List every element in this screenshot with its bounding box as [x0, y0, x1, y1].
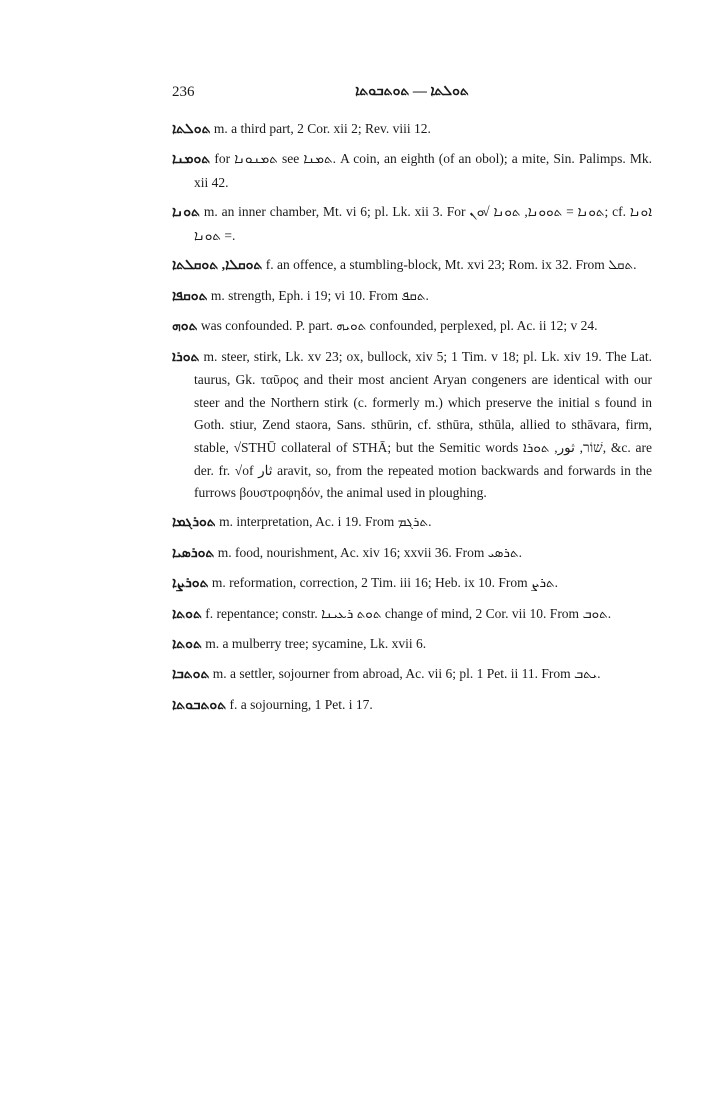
running-title: ܬܘܠܬܐ — ܬܘܬܒܘܬܐ [355, 84, 469, 99]
entry-text: m. steer, stirk, Lk. xv 23; ox, bullock, xiv 5; 1 Tim. v 18; pl. Lk. xiv 19. The Lat. taurus, Gk. ταῦρος and their most ancient Aryan congeners are identical with our steer and the Northern stirk (c. formerly m.) which preserve the initial s found in Goth. stiur, Zend staora, Sans. sthūrin, cf. sthūra, sthūla, allied to sthāvara, firm, stable, √STHŪ collateral of STHĀ; but the Semitic words שׁוֹר, ثور, ܬܘܪܐ, &c. are der. fr. √of ثار aravit, so, from the repeated motion backwards and forwards in the furrows βουστροφηδόν, the animal used in ploughing. [194, 348, 652, 501]
entry [172, 663, 652, 687]
entry-text: m. food, nourishment, Ac. xiv 16; xxvii 36. From ܬܪܣܝ. [217, 544, 522, 560]
headword: ܬܘܪܐ [172, 349, 200, 365]
headword: ܬܘܢܐ [172, 205, 200, 221]
headword: ܬܘܩܦܐ [172, 288, 208, 304]
entry-text: m. interpretation, Ac. i 19. From ܬܪܓܡ. [219, 514, 432, 530]
entry-text: was confounded. P. part. ܬܘܝܗ confounded, perplexed, pl. Ac. ii 12; v 24. [200, 318, 598, 334]
entry-text: f. a sojourning, 1 Pet. i 17. [229, 696, 373, 712]
headword: ܬܘܬܐ [172, 606, 202, 622]
entry [172, 511, 652, 535]
headword: ܬܘܡܢܐ [172, 152, 211, 168]
entry [172, 633, 652, 657]
entry-list [172, 118, 652, 724]
entry-text: m. a third part, 2 Cor. xii 2; Rev. viii 12. [213, 121, 431, 136]
entry-text: f. an offence, a stumbling-block, Mt. xvi 23; Rom. ix 32. From ܬܩܠ. [265, 257, 637, 273]
entry [172, 254, 652, 278]
entry [172, 118, 652, 142]
headword: ܬܘܪܓܡܐ [172, 515, 216, 531]
headword: ܬܘܪܣܝܐ [172, 545, 215, 561]
headword: ܬܘܗ [172, 319, 198, 335]
entry [172, 285, 652, 309]
entry [172, 201, 652, 247]
entry-text: f. repentance; constr. ܬܘܬ ܪܥܝܢܐ change of mind, 2 Cor. vii 10. From ܬܘܒ. [205, 605, 612, 621]
headword: ܬܘܬܒܘܬܐ [172, 697, 227, 713]
entry-text: m. a mulberry tree; sycamine, Lk. xvii 6. [205, 636, 427, 652]
entry-text: m. a settler, sojourner from abroad, Ac. vii 6; pl. 1 Pet. ii 11. From ܝܬܒ. [212, 666, 601, 682]
entry-text: m. strength, Eph. i 19; vi 10. From ܬܩܦ. [210, 287, 429, 303]
entry [172, 603, 652, 627]
entry-text: for ܬܡܢܘܢܐ see ܬܡܢܐ. A coin, an eighth (of an obol); a mite, Sin. Palimps. Mk. xii 42. [194, 151, 653, 190]
entry [172, 572, 652, 596]
headword: ܬܘܬܒܐ [172, 667, 210, 683]
entry-text: m. an inner chamber, Mt. vi 6; pl. Lk. xii 3. For ܬܘܢܐ = ܬܘܘܢܐ, ܬܘܢܐ √ܘܢ; cf. ܐܘܢܐ = ܬܘܢܐ. [194, 204, 652, 243]
entry [172, 542, 652, 566]
entry [172, 346, 652, 505]
page-number: 236 [172, 84, 195, 100]
headword: ܬܘܪܨܐ [172, 576, 209, 592]
headword: ܬܘܬܐ [172, 637, 202, 653]
headword: ܬܘܠܬܐ [172, 122, 211, 137]
entry [172, 315, 652, 339]
entry-text: m. reformation, correction, 2 Tim. iii 16; Heb. ix 10. From ܬܪܨ. [211, 575, 559, 591]
entry [172, 694, 652, 718]
entry [172, 148, 652, 194]
headword: ܬܘܩܠܐ, ܬܘܩܠܬܐ [172, 258, 263, 274]
